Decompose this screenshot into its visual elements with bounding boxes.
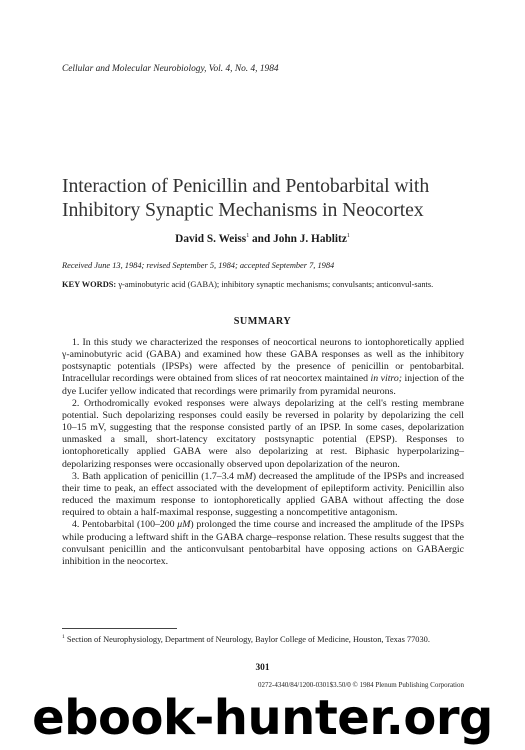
paragraph-3-unit: M — [244, 470, 253, 482]
footnote — [62, 632, 464, 645]
keywords-text: γ-aminobutyric acid (GABA); inhibitory synaptic mechanisms; convulsants; anticonvul-sants. — [116, 280, 434, 289]
paragraph-1-text-end: injection of the dye Lucifer yellow indicated that recordings were primarily from pyramidal neurons. — [62, 373, 464, 397]
summary-paragraph-2: 2. Orthodromically evoked responses were always depolarizing at the cell's resting membrane potential. Such depolarizing responses could easily be reversed in polarity by depolarizing the cell 10–15 mV, suggesting that the response consisted partly of an IPSP. In some cases, depolarization unmasked a small, short-latency excitatory postsynaptic potential (EPSP). Responses to iontophoretically applied GABA were also depolarizing at rest. Biphasic hyperpolarizing–depolarizing responses were occasionally observed upon depolarization of the neuron. — [62, 397, 464, 470]
author-2: John J. Hablitz — [273, 233, 347, 245]
paragraph-3-text-end: ) decreased the amplitude of the IPSPs and increased their time to peak, an effect associated with the development of epileptiform activity. Penicillin also reduced the maximum response to iontophoretically applied GABA without affecting the dose required to obtain a half-maximal response, suggesting a noncompetitive antagonism. — [62, 470, 464, 519]
author-2-affiliation-mark: 1 — [346, 233, 350, 240]
summary-paragraph-3 — [62, 471, 464, 520]
copyright-line: 0272-4340/84/1200-0301$3.50/0 © 1984 Plenum Publishing Corporation — [258, 681, 464, 689]
summary-paragraph-4 — [62, 519, 464, 568]
footnote-divider — [62, 628, 177, 629]
summary-paragraph-1 — [62, 337, 464, 398]
received-dates: Received June 13, 1984; revised September 5, 1984; accepted September 7, 1984 — [62, 261, 335, 270]
paragraph-4-unit: μM — [177, 519, 191, 531]
author-1-affiliation-mark: 1 — [246, 233, 250, 240]
keywords-label: KEY WORDS: — [62, 280, 117, 289]
watermark-banner: ebook-hunter.org — [32, 690, 493, 746]
footnote-text: Section of Neurophysiology, Department of Neurology, Baylor College of Medicine, Houston, Texas 77030. — [64, 634, 430, 644]
paragraph-3-text: 3. Bath application of penicillin (1.7–3.4 m — [72, 470, 245, 482]
journal-citation: Cellular and Molecular Neurobiology, Vol. 4, No. 4, 1984 — [62, 64, 279, 74]
paragraph-4-text-end: ) prolonged the time course and increased the amplitude of the IPSPs while producing a leftward shift in the GABA charge–response relation. These results suggest that the convulsant penicillin and the anticonvulsant pentobarbital have opposing actions on GABAergic inhibition in the neocortex. — [62, 519, 464, 567]
footnote-mark: 1 — [62, 634, 65, 640]
paragraph-1-text: 1. In this study we characterized the responses of neocortical neurons to iontophoretically applied γ-aminobutyric acid (GABA) and examined how these GABA responses as well as the inhibitory postsynaptic potentials (IPSPs) were affected by the presence of penicillin or pentobarbital. Intracellular recordings were obtained from slices of rat neocortex maintained — [62, 337, 464, 385]
article-title — [62, 174, 482, 222]
paragraph-4-text: 4. Pentobarbital (100–200 — [72, 519, 178, 531]
author-1: David S. Weiss — [175, 233, 247, 245]
author-connector: and — [249, 233, 274, 245]
author-line — [0, 233, 525, 245]
keywords — [62, 279, 464, 290]
page-number: 301 — [255, 663, 270, 673]
summary-body — [62, 337, 464, 568]
summary-heading: SUMMARY — [233, 316, 292, 327]
paragraph-1-italic: in vitro; — [370, 373, 403, 385]
title-line-2: Inhibitory Synaptic Mechanisms in Neocortex — [62, 199, 424, 221]
title-line-1: Interaction of Penicillin and Pentobarbital with — [62, 175, 430, 197]
